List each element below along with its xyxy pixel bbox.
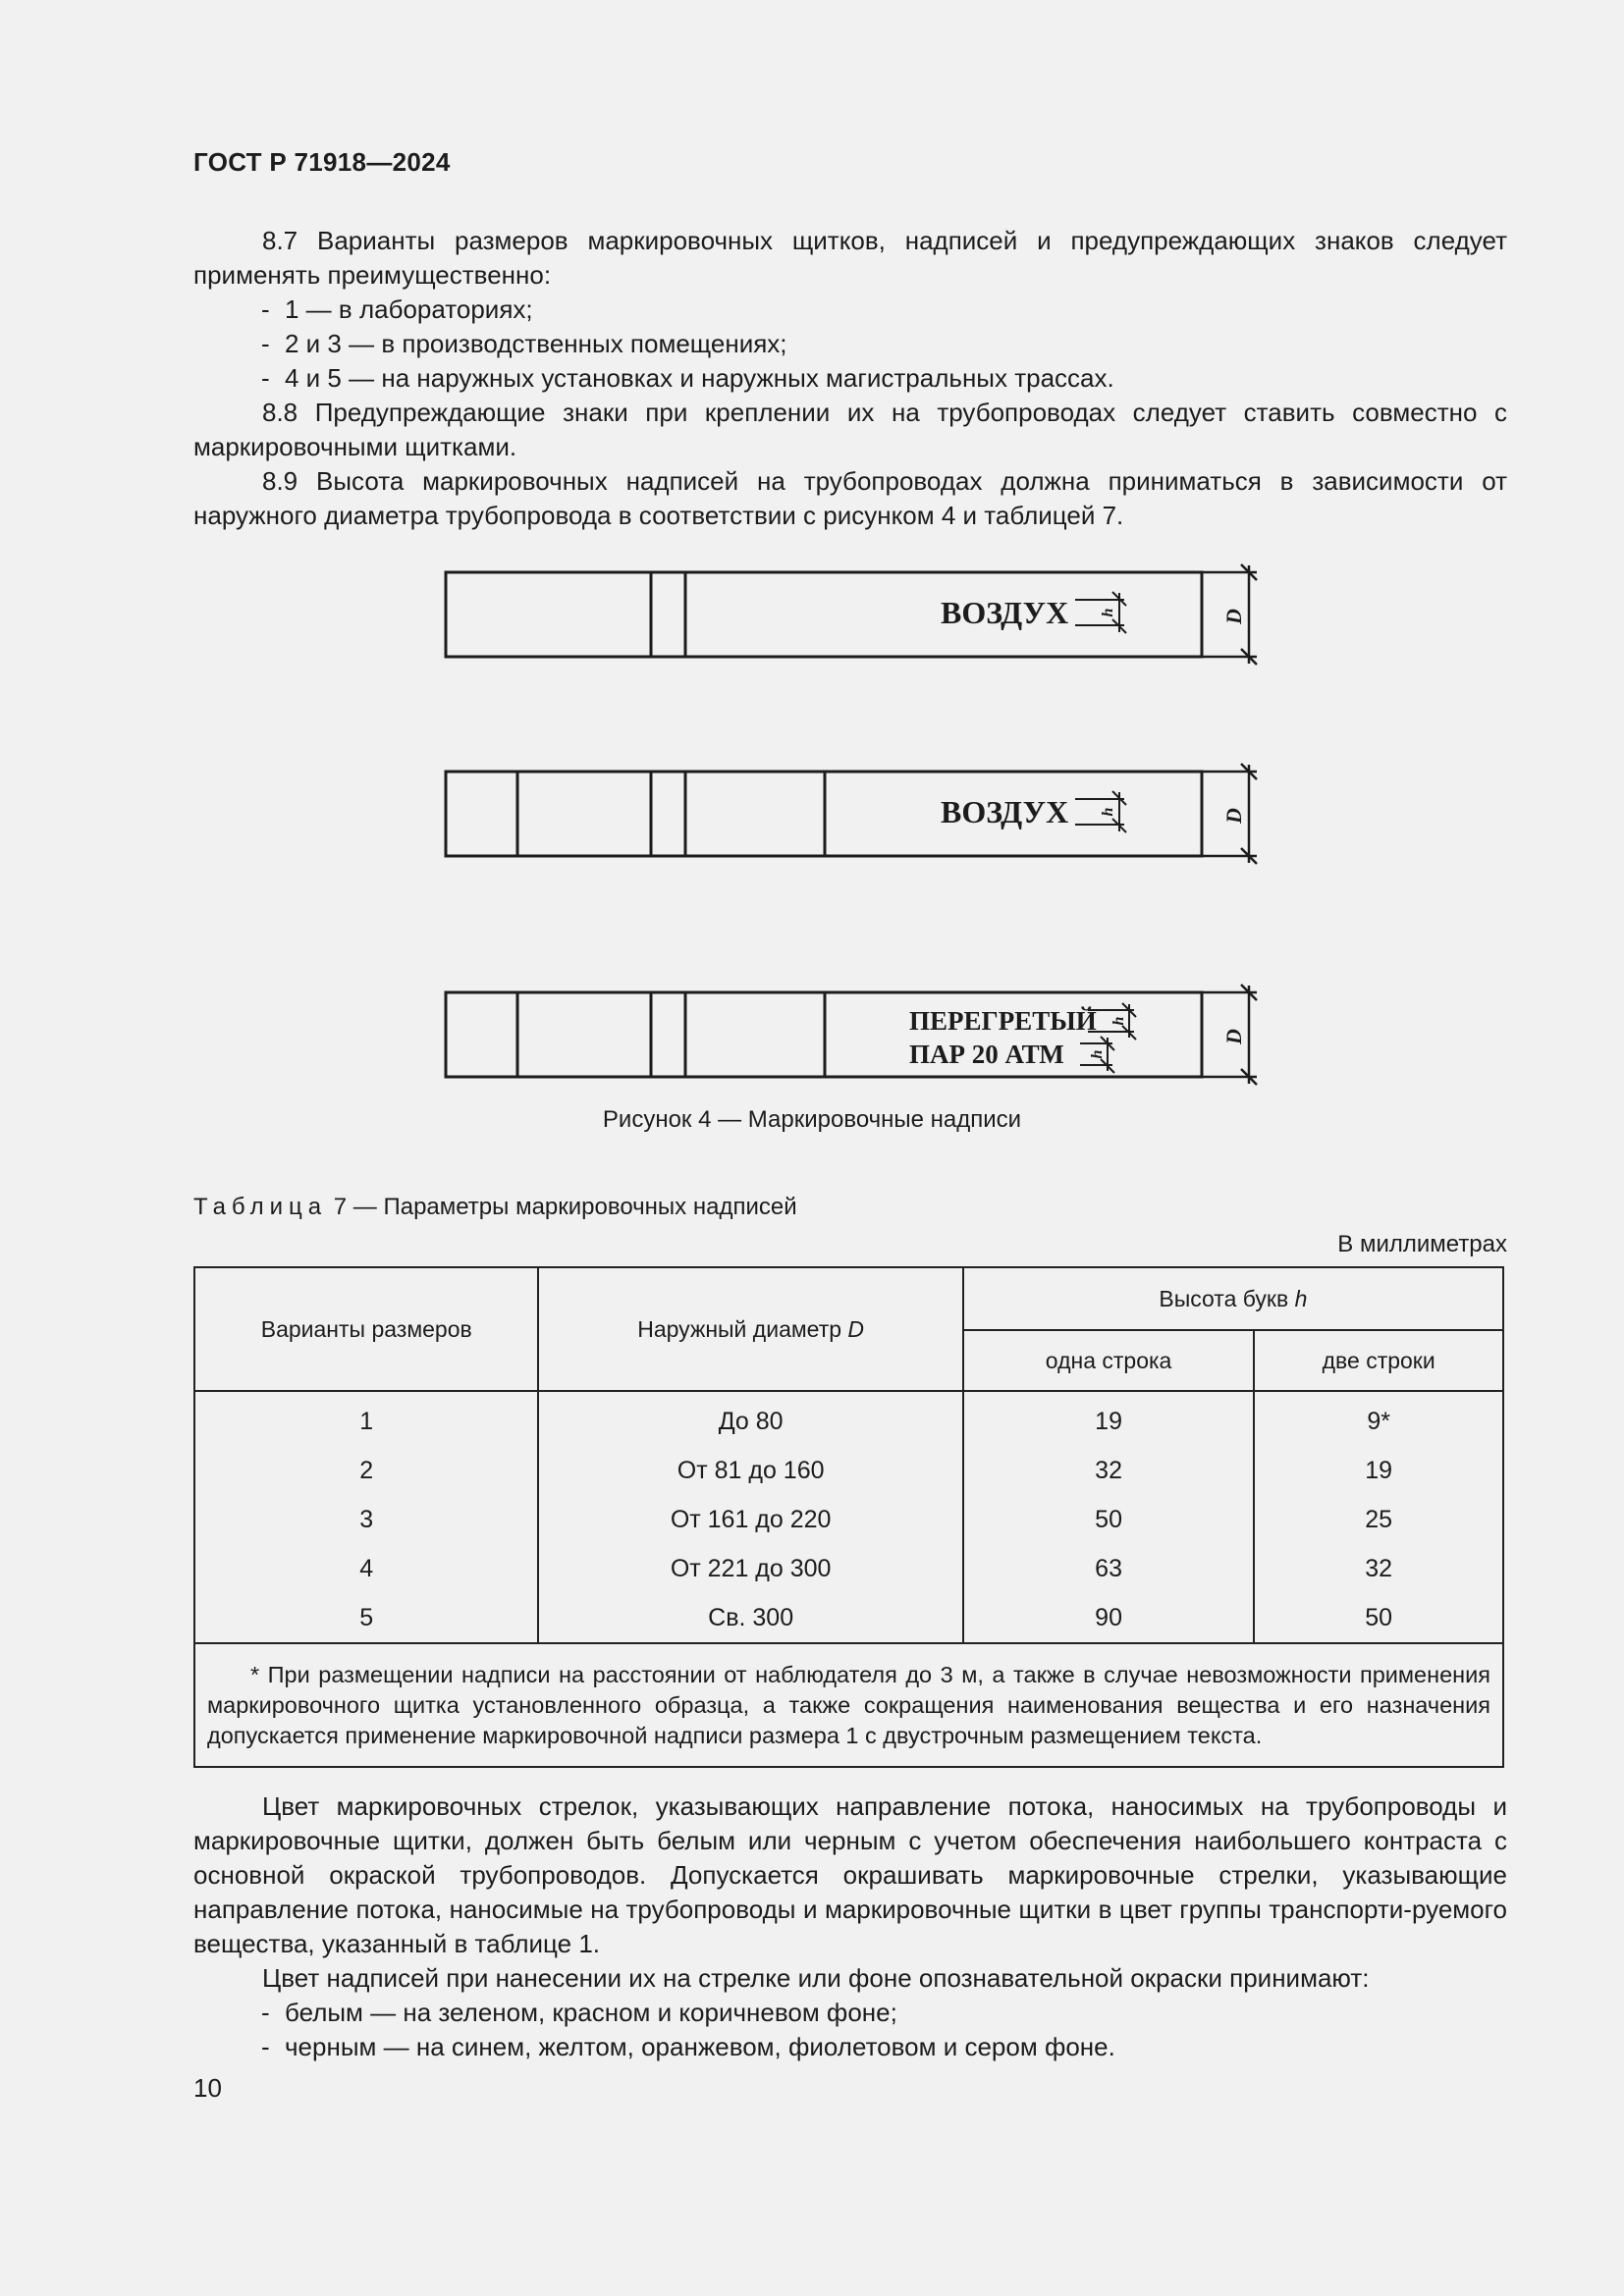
header-diameter-text: Наружный диаметр [637,1315,848,1342]
table-row [194,1544,1503,1593]
cell-two-lines: 19 [1254,1446,1503,1495]
cell-variant: 1 [194,1397,538,1446]
dimension-d-label: D [1221,808,1246,824]
list-item [261,2030,1115,2064]
cell-variant: 2 [194,1446,538,1495]
marking-panel-2 [446,772,1202,856]
label-superheated-line1: ПЕРЕГРЕТЫЙ [909,1006,1097,1036]
label-superheated-line2: ПАР 20 АТМ [909,1040,1064,1069]
dimension-h-marks [1075,592,1136,1073]
marking-panel-1 [446,572,1202,657]
dimension-h-label: h [1100,807,1116,817]
list-item [261,1996,897,2030]
cell-diameter: До 80 [538,1397,962,1446]
list-item-text: 4 и 5 — на наружных установках и наружных магистральных трассах. [285,363,1114,393]
table-caption [193,1194,797,1221]
cell-one-line: 90 [963,1593,1255,1643]
dimension-h-label: h [1110,1016,1127,1026]
paragraph-arrow-color: Цвет маркировочных стрелок, указывающих направление потока, наносимых на трубопроводы и маркировочные щитки, должен быть белым или черным с учетом обеспечения наибольшего контраста с основной окраской трубопроводов. Допускается окрашивать маркировочные стрелки, указывающие направление потока, наносимые на трубопроводы и маркировочные щитки в цвет группы транспорти-руемого вещества, указанный в таблице 1. [193,1791,1507,1958]
dimension-d-marks [1202,564,1257,1085]
header-letter-height-text: Высота букв [1159,1285,1295,1311]
table-7 [193,1266,1504,1768]
dimension-h-label: h [1100,608,1116,617]
cell-two-lines: 50 [1254,1593,1503,1643]
cell-variant: 4 [194,1544,538,1593]
list-item-text: 2 и 3 — в производственных помещениях; [285,329,787,358]
header-letter-height-symbol: h [1294,1285,1308,1311]
table-row [194,1446,1503,1495]
cell-one-line: 32 [963,1446,1255,1495]
table-footnote-text: * При размещении надписи на расстоянии от наблюдателя до 3 м, а также в случае невозможности применения маркировочного щитка установленного образца, а также сокращения наименования вещества и его назначения допускается применение маркировочной надписи размера 1 с двустрочным размещением текста. [207,1661,1490,1748]
header-two-lines: две строки [1254,1330,1503,1391]
list-item-text: 1 — в лабораториях; [285,294,533,324]
paragraph-8-9: 8.9 Высота маркировочных надписей на трубопроводах должна приниматься в зависимости от наружного диаметра трубопровода в соответствии с рисунком 4 и таблицей 7. [193,466,1507,530]
table-caption-title: 7 — Параметры маркировочных надписей [333,1194,797,1220]
paragraph-text-color: Цвет надписей при нанесении их на стрелке или фоне опознавательной окраски принимают: [262,1963,1370,1993]
header-letter-height [963,1267,1503,1330]
header-diameter-symbol: D [847,1315,865,1342]
dimension-d-label: D [1221,1029,1246,1044]
list-item-text: черным — на синем, желтом, оранжевом, фиолетовом и сером фоне. [285,2032,1115,2061]
list-dash: - [261,1998,270,2027]
label-air: ВОЗДУХ [941,595,1069,630]
dimension-h-label: h [1089,1049,1106,1059]
cell-variant: 5 [194,1593,538,1643]
list-dash: - [261,2032,270,2061]
cell-one-line: 19 [963,1397,1255,1446]
cell-two-lines: 25 [1254,1495,1503,1544]
table-caption-prefix: Таблица [193,1194,328,1220]
header-one-line: одна строка [963,1330,1255,1391]
table-row [194,1593,1503,1643]
table-footnote [194,1643,1503,1767]
cell-diameter: Св. 300 [538,1593,962,1643]
table-units: В миллиметрах [1337,1231,1507,1257]
cell-one-line: 50 [963,1495,1255,1544]
cell-diameter: От 81 до 160 [538,1446,962,1495]
paragraph-8-7: 8.7 Варианты размеров маркировочных щитков, надписей и предупреждающих знаков следует применять преимущественно: [193,226,1507,290]
table-row [194,1495,1503,1544]
table-row [194,1397,1503,1446]
cell-two-lines: 9* [1254,1397,1503,1446]
document-header: ГОСТ Р 71918—2024 [193,147,451,177]
label-air: ВОЗДУХ [941,794,1069,829]
page-number: 10 [193,2073,222,2103]
header-diameter [538,1267,962,1391]
figure-caption: Рисунок 4 — Маркировочные надписи [602,1106,1022,1133]
cell-diameter: От 221 до 300 [538,1544,962,1593]
cell-two-lines: 32 [1254,1544,1503,1593]
dimension-d-label: D [1221,609,1246,624]
cell-one-line: 63 [963,1544,1255,1593]
list-dash: - [261,363,270,393]
list-dash: - [261,329,270,358]
paragraph-8-8: 8.8 Предупреждающие знаки при креплении их на трубопроводах следует ставить совместно с маркировочными щитками. [193,398,1507,461]
list-dash: - [261,294,270,324]
cell-variant: 3 [194,1495,538,1544]
list-item-text: белым — на зеленом, красном и коричневом фоне; [285,1998,897,2027]
cell-diameter: От 161 до 220 [538,1495,962,1544]
header-variants: Варианты размеров [194,1267,538,1391]
